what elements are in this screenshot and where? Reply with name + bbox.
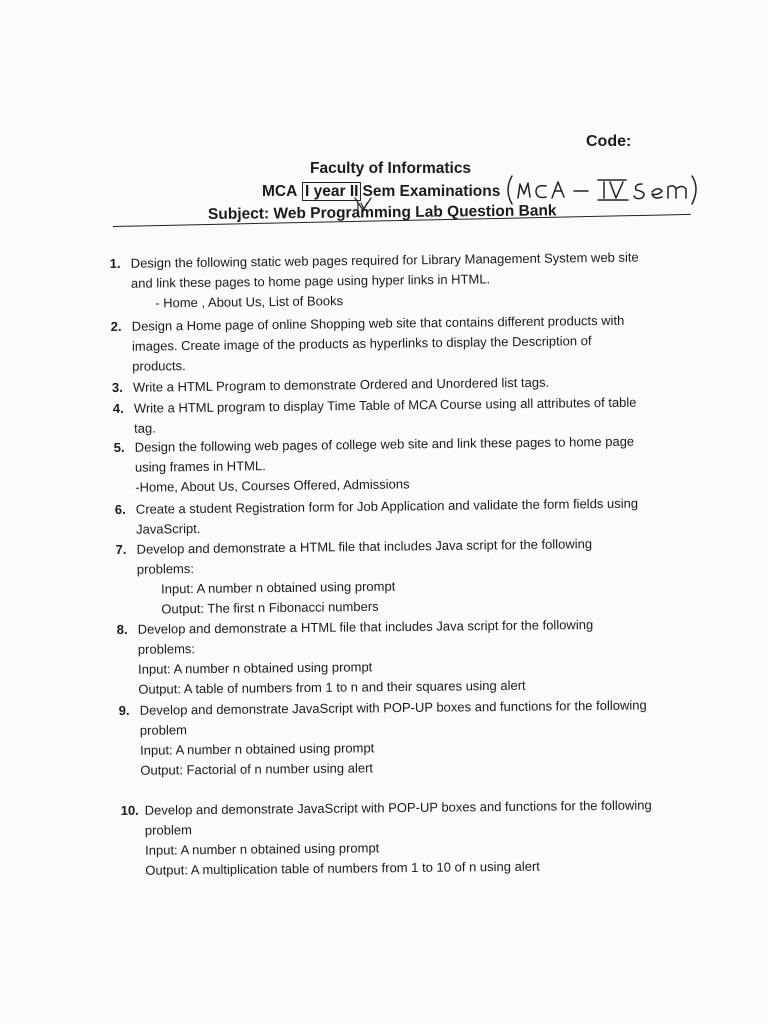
question-number: 7.	[115, 541, 127, 558]
subject-title: Subject: Web Programming Lab Question Bank	[207, 202, 557, 223]
question-text: Develop and demonstrate a HTML file that includes Java script for the following	[136, 536, 593, 557]
question-text: problem	[139, 722, 187, 738]
question-text: Input: A number n obtained using prompt	[145, 840, 380, 858]
question-text: Output: A table of numbers from 1 to n and their squares using alert	[138, 677, 526, 697]
question-text: Write a HTML program to display Time Table of MCA Course using all attributes of table	[133, 394, 637, 416]
exam-suffix: Sem Examinations	[362, 183, 501, 200]
question-number: 2.	[110, 318, 122, 335]
faculty-title: Faculty of Informatics	[310, 160, 472, 177]
question-item	[115, 494, 639, 540]
question-number: 4.	[112, 400, 124, 417]
question-text: Design the following web pages of college web site and link these pages to home page	[134, 433, 635, 455]
question-io: Input: A number n obtained using prompt	[161, 578, 396, 597]
question-text: Develop and demonstrate a HTML file that includes Java script for the following	[137, 617, 594, 637]
question-text: Design a Home page of online Shopping web site that contains different products with	[131, 312, 625, 334]
question-text: products.	[132, 358, 186, 374]
question-text: Design the following static web pages required for Library Management System web site	[130, 249, 639, 271]
question-number: 1.	[109, 255, 121, 272]
question-text: Create a student Registration form for Job Application and validate the form fields using	[135, 495, 639, 517]
question-text: Output: Factorial of n number using alert	[140, 760, 374, 778]
question-text: using frames in HTML.	[134, 458, 266, 475]
question-text: problems:	[137, 641, 196, 657]
question-item	[121, 795, 653, 881]
question-text: images. Create image of the products as hyperlinks to display the Description of	[131, 333, 592, 354]
question-item	[114, 432, 635, 498]
question-io: Output: The first n Fibonacci numbers	[161, 598, 379, 617]
question-text: Output: A multiplication table of numbers from 1 to 10 of n using alert	[145, 858, 540, 878]
question-item	[117, 615, 594, 700]
question-number: 10.	[120, 802, 139, 819]
question-text: problems:	[136, 561, 195, 577]
question-text: Input: A number n obtained using prompt	[138, 659, 373, 677]
question-number: 3.	[111, 379, 123, 395]
question-item	[111, 311, 625, 377]
question-text: Input: A number n obtained using prompt	[140, 740, 375, 758]
question-number: 8.	[116, 621, 128, 638]
question-item	[110, 248, 640, 314]
question-text: Develop and demonstrate JavaScript with POP-UP boxes and functions for the following	[139, 697, 647, 718]
question-text: problem	[144, 822, 192, 838]
question-number: 9.	[118, 702, 130, 719]
question-text: -Home, About Us, Courses Offered, Admissions	[135, 476, 410, 495]
question-text: tag.	[134, 420, 156, 436]
question-number: 5.	[113, 439, 125, 456]
year-boxed: I year II	[302, 182, 361, 201]
question-text: and link these pages to home page using hyper links in HTML.	[130, 271, 491, 291]
exam-prefix: MCA	[262, 183, 297, 200]
question-text: Write a HTML Program to demonstrate Ordered and Unordered list tags.	[132, 374, 550, 395]
question-text: JavaScript.	[136, 520, 201, 537]
question-item	[119, 695, 648, 781]
code-label: Code:	[586, 133, 632, 150]
question-text: Develop and demonstrate JavaScript with POP-UP boxes and functions for the following	[144, 797, 652, 818]
question-number: 6.	[114, 501, 126, 518]
question-item	[116, 534, 593, 620]
question-subitem: - Home , About Us, List of Books	[155, 293, 344, 311]
